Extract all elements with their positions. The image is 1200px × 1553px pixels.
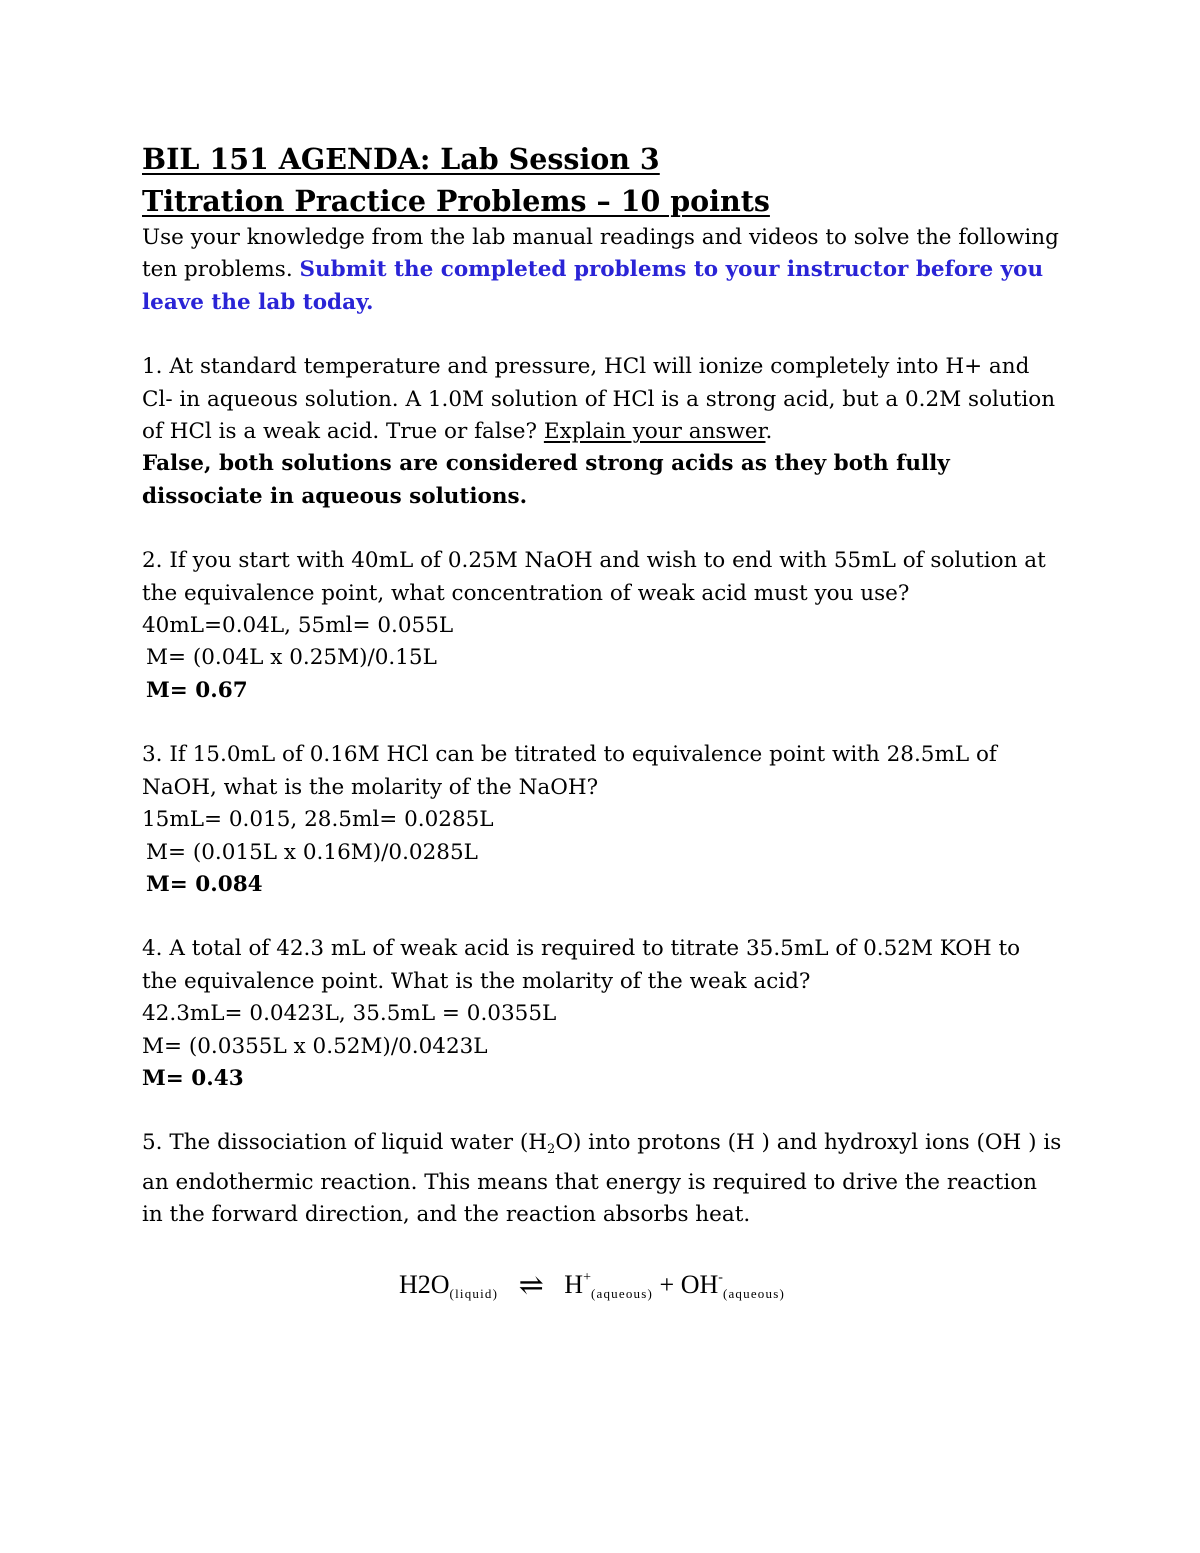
- question-5-subscript: 2: [547, 1142, 556, 1158]
- question-4-answer: M= 0.43: [142, 1065, 244, 1091]
- eq-h: H: [398, 1269, 418, 1299]
- question-2-work-1: 40mL=0.04L, 55ml= 0.055L: [142, 613, 454, 639]
- question-4-work-1: 42.3mL= 0.0423L, 35.5mL = 0.0355L: [142, 1001, 557, 1027]
- question-4-work-2: M= (0.0355L x 0.52M)/0.0423L: [142, 1033, 488, 1059]
- question-5-part-1: 5. The dissociation of liquid water (H: [142, 1130, 548, 1156]
- eq-liquid: (liquid): [449, 1285, 499, 1301]
- question-5-part-2: O) into protons (H ) and hydroxyl ions (OH ) is an endothermic reaction. This means that energy is required to drive the reaction in the forward direction, and the reaction absorbs heat.: [142, 1130, 1062, 1228]
- eq-2: 2: [417, 1269, 431, 1299]
- intro-paragraph: [142, 222, 1062, 319]
- question-3-work-1: 15mL= 0.015, 28.5ml= 0.0285L: [142, 807, 494, 833]
- equilibrium-arrow-icon: ⇌: [518, 1268, 544, 1302]
- eq-h-ion: H: [564, 1269, 584, 1299]
- question-1-period: .: [765, 419, 773, 445]
- intro-text: Use your knowledge from the lab manual readings and videos to solve the following ten problems.: [142, 225, 1059, 283]
- eq-plus-charge: +: [583, 1269, 591, 1285]
- document-page: [142, 138, 1062, 1314]
- intro-instruction: Submit the completed problems to your instructor before you leave the lab today.: [142, 257, 1044, 315]
- eq-aqueous-2: (aqueous): [722, 1285, 785, 1301]
- question-3-work-2: M= (0.015L x 0.16M)/0.0285L: [146, 839, 478, 865]
- question-5-text: [142, 1127, 1062, 1231]
- question-1-text: 1. At standard temperature and pressure, HCl will ionize completely into H+ and Cl- in aqueous solution. A 1.0M solution of HCl is a strong acid, but a 0.2M solution of HCl is a weak acid. True or false?: [142, 354, 1056, 445]
- question-2-text: 2. If you start with 40mL of 0.25M NaOH and wish to end with 55mL of solution at the equivalence point, what concentration of weak acid must you use?: [142, 548, 1046, 606]
- eq-minus-charge: -: [718, 1269, 723, 1285]
- dissociation-equation: [142, 1258, 1062, 1314]
- eq-o: O: [430, 1269, 450, 1299]
- question-1-answer: False, both solutions are considered strong acids as they both fully dissociate in aqueous solutions.: [142, 451, 950, 509]
- question-2-answer: M= 0.67: [146, 677, 248, 703]
- page-subtitle: Titration Practice Problems – 10 points: [142, 184, 770, 218]
- page-title: BIL 151 AGENDA: Lab Session 3: [142, 142, 660, 176]
- question-2-work-2: M= (0.04L x 0.25M)/0.15L: [146, 645, 437, 671]
- eq-plus: +: [659, 1269, 675, 1299]
- eq-aqueous-1: (aqueous): [590, 1285, 654, 1301]
- question-4-text: 4. A total of 42.3 mL of weak acid is required to titrate 35.5mL of 0.52M KOH to the equivalence point. What is the molarity of the weak acid?: [142, 936, 1021, 994]
- question-3-text: 3. If 15.0mL of 0.16M HCl can be titrated to equivalence point with 28.5mL of NaOH, what is the molarity of the NaOH?: [142, 742, 997, 800]
- question-1-explain: Explain your answer: [543, 419, 766, 445]
- question-1: [142, 351, 1062, 448]
- question-3-answer: M= 0.084: [146, 871, 263, 897]
- eq-oh: OH: [680, 1269, 719, 1299]
